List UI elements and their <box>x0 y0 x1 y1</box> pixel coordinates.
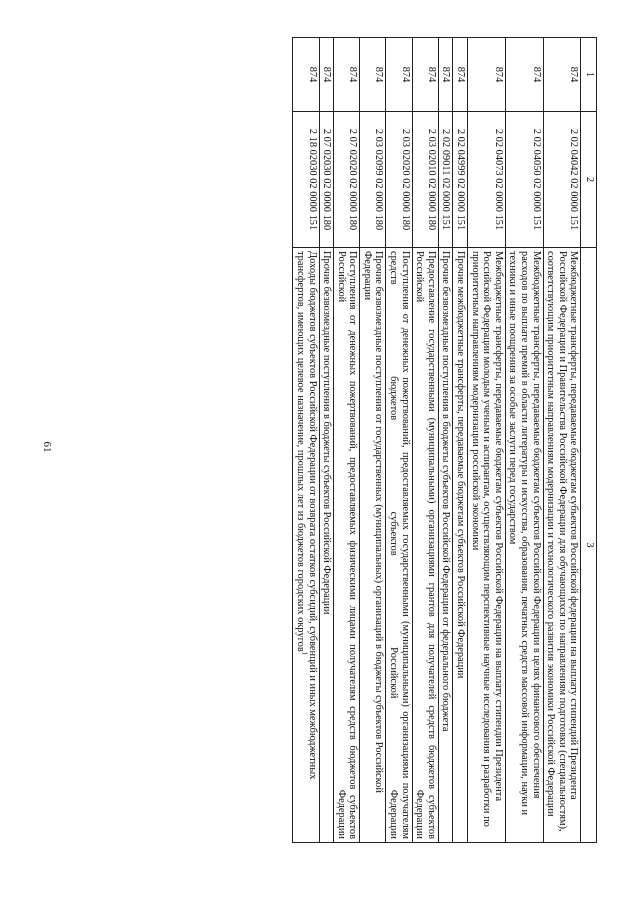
revenue-code-cell: 2 18 02030 02 0000 151 <box>293 112 319 248</box>
revenue-code-cell: 2 03 02099 02 0000 180 <box>360 112 386 248</box>
header-col-3: 3 <box>581 248 597 843</box>
admin-code-cell: 874 <box>319 38 334 112</box>
revenue-code-cell: 2 02 04999 02 0000 151 <box>453 112 468 248</box>
admin-code-cell: 874 <box>386 38 412 112</box>
table-row <box>453 38 468 843</box>
table-row <box>293 38 319 843</box>
admin-code-cell: 874 <box>468 38 506 112</box>
revenue-description-cell: Межбюджетные трансферты, передаваемые бюджетам субъектов Российской федерации на выплату стипендий Президента Российской Федерации и Правительства Российской Федерации для обучающихся по направлениям подготовки (специальностям), соответствующим приоритетным направлениям модернизации и технологического развития экономики Российской Федерации <box>543 248 581 843</box>
table-row <box>438 38 453 843</box>
admin-code-cell: 874 <box>360 38 386 112</box>
revenue-description-cell: Прочие безвозмездные поступления в бюджеты субъектов Российской Федерации <box>319 248 334 843</box>
revenue-codes-table <box>292 37 597 843</box>
page-number: 61 <box>41 441 53 453</box>
revenue-description-cell: Прочие межбюджетные трансферты, передаваемые бюджетам субъектов Российской Федерации <box>453 248 468 843</box>
table-row <box>319 38 334 843</box>
admin-code-cell: 874 <box>334 38 360 112</box>
revenue-code-cell: 2 07 02020 02 0000 180 <box>334 112 360 248</box>
header-col-1: 1 <box>581 38 597 112</box>
revenue-description-cell: Предоставление государственными (муниципальными) организациями грантов для получателей средств бюджетов субъектов Российской Федерации <box>412 248 438 843</box>
revenue-code-cell: 2 02 04050 02 0000 151 <box>505 112 543 248</box>
revenue-code-cell: 2 07 02030 02 0000 180 <box>319 112 334 248</box>
revenue-description-cell: Межбюджетные трансферты, передаваемые бюджетам субъектов Российской Федерации на выплату стипендии Президента Российской Федерации молодым ученым и аспирантам, осуществляющим перспективные научные исследования и разработки по приоритетным направлениям модернизации российской экономики <box>468 248 506 843</box>
revenue-code-cell: 2 03 02010 02 0000 180 <box>412 112 438 248</box>
revenue-description-text: Доходы бюджетов субъектов Российской Федерации от возврата остатков субсидий, субвенций и иных межбюджетных трансфертов, имеющих целевое назначение, прошлых лет из бюджетов городских округов <box>294 251 318 780</box>
revenue-code-cell: 2 02 04042 02 0000 151 <box>543 112 581 248</box>
table-row <box>386 38 412 843</box>
table-row <box>360 38 386 843</box>
footnote-marker: 1 <box>300 651 309 656</box>
table-row <box>334 38 360 843</box>
revenue-description-cell: Прочие безвозмездные поступления от государственных (муниципальных) организаций в бюджеты субъектов Российской Федерации <box>360 248 386 843</box>
table-row <box>505 38 543 843</box>
revenue-code-cell: 2 03 02020 02 0000 180 <box>386 112 412 248</box>
admin-code-cell: 874 <box>438 38 453 112</box>
revenue-description-cell <box>293 248 319 843</box>
revenue-description-cell: Межбюджетные трансферты, передаваемые бюджетам субъектов Российской Федерации в целях финансового обеспечения расходов по выплате премий в области литературы и искусства, образования, печатных средств массовой информации, науки и техники и иные поощрения за особые заслуги перед государством <box>505 248 543 843</box>
admin-code-cell: 874 <box>412 38 438 112</box>
rotated-table-container <box>72 37 597 842</box>
table-row <box>543 38 581 843</box>
admin-code-cell: 874 <box>505 38 543 112</box>
table-row <box>412 38 438 843</box>
header-col-2: 2 <box>581 112 597 248</box>
table-header-row <box>581 38 597 843</box>
table-row <box>468 38 506 843</box>
admin-code-cell: 874 <box>453 38 468 112</box>
revenue-description-cell: Поступления от денежных пожертвований, предоставляемых физическими лицами получателям средств бюджетов субъектов Российской Федерации <box>334 248 360 843</box>
admin-code-cell: 874 <box>293 38 319 112</box>
revenue-code-cell: 2 02 09011 02 0000 151 <box>438 112 453 248</box>
revenue-description-cell: Поступления от денежных пожертвований, предоставляемых государственными (муниципальными) организациями получателям средств бюджетов субъектов Российской Федерации <box>386 248 412 843</box>
revenue-code-cell: 2 02 04073 02 0000 151 <box>468 112 506 248</box>
admin-code-cell: 874 <box>543 38 581 112</box>
revenue-description-cell: Прочие безвозмездные поступления в бюджеты субъектов Российской Федерации от федерального бюджета <box>438 248 453 843</box>
